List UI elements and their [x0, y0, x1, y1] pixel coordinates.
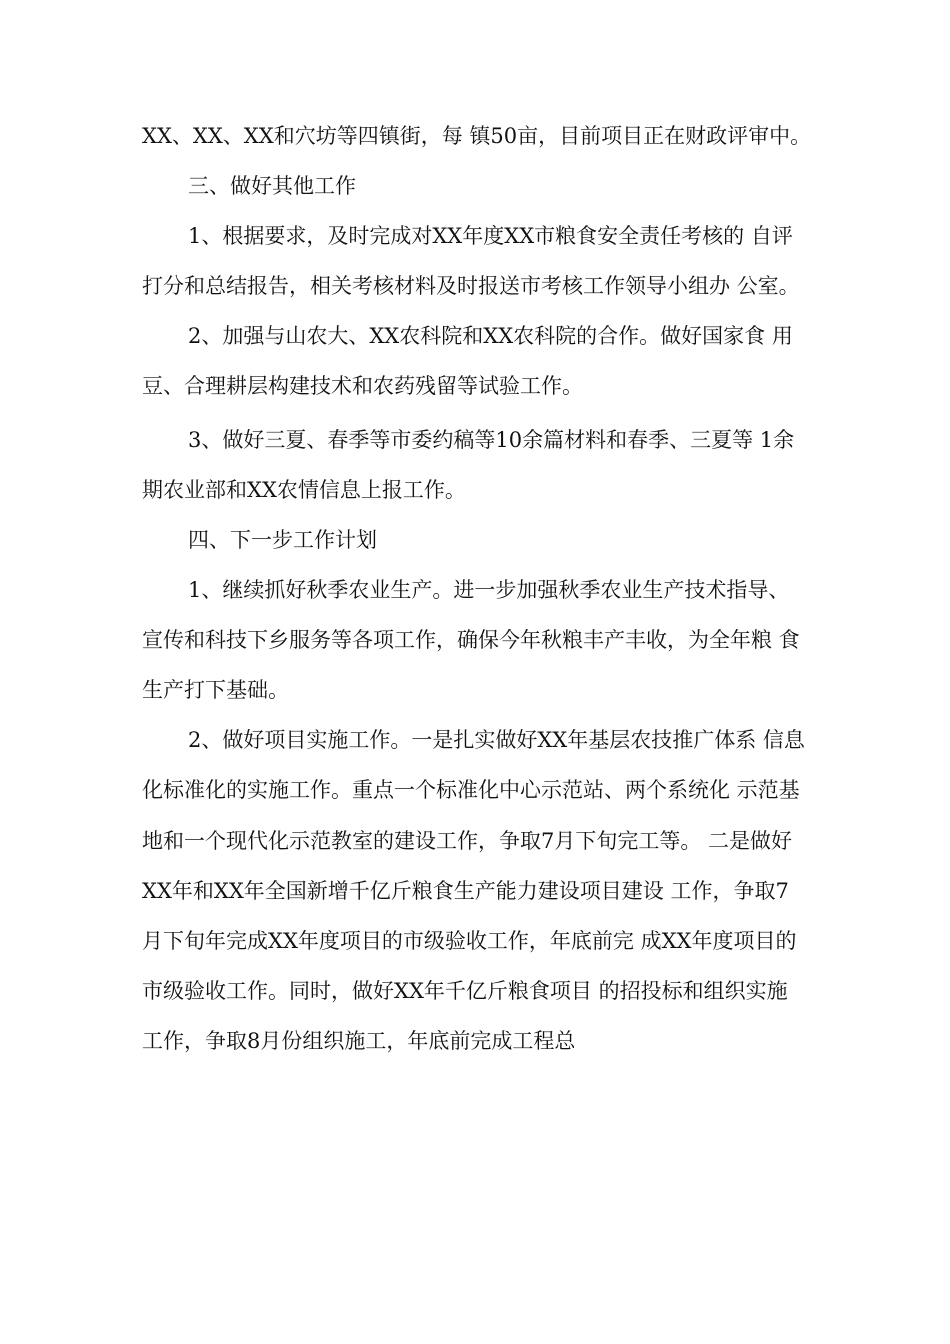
text-line: 月下旬年完成XX年度项目的市级验收工作，年底前完 成XX年度项目的: [142, 929, 797, 953]
text-line: 1、根据要求，及时完成对XX年度XX市粮食安全责任考核的 自评: [188, 224, 793, 248]
text-line: 宣传和科技下乡服务等各项工作，确保今年秋粮丰产丰收，为全年粮 食: [142, 628, 800, 652]
text-line: 期农业部和XX农情信息上报工作。: [142, 478, 466, 502]
text-line: XX、XX、XX和穴坊等四镇街，每 镇50亩，目前项目正在财政评审中。: [142, 124, 812, 148]
text-line: 豆、合理耕层构建技术和农药残留等试验工作。: [142, 374, 583, 398]
text-line: 地和一个现代化示范教室的建设工作，争取7月下旬完工等。 二是做好: [142, 829, 793, 853]
text-line: 2、加强与山农大、XX农科院和XX农科院的合作。做好国家食 用: [188, 324, 793, 348]
text-line: 生产打下基础。: [142, 678, 289, 702]
text-line: 市级验收工作。同时，做好XX年千亿斤粮食项目 的招投标和组织实施: [142, 979, 788, 1003]
text-line: 打分和总结报告，相关考核材料及时报送市考核工作领导小组办 公室。: [142, 274, 800, 298]
text-line: XX年和XX年全国新增千亿斤粮食生产能力建设项目建设 工作，争取7: [142, 879, 789, 903]
text-line: 工作，争取8月份组织施工，年底前完成工程总: [142, 1029, 576, 1053]
section-heading: 三、做好其他工作: [188, 174, 356, 198]
section-heading: 四、下一步工作计划: [188, 528, 377, 552]
text-line: 化标准化的实施工作。重点一个标准化中心示范站、两个系统化 示范基: [142, 778, 800, 802]
text-line: 3、做好三夏、春季等市委约稿等10余篇材料和春季、三夏等 1余: [188, 428, 795, 452]
text-line: 1、继续抓好秋季农业生产。进一步加强秋季农业生产技术指导、: [188, 578, 790, 602]
text-line: 2、做好项目实施工作。一是扎实做好XX年基层农技推广体系 信息: [188, 728, 805, 752]
